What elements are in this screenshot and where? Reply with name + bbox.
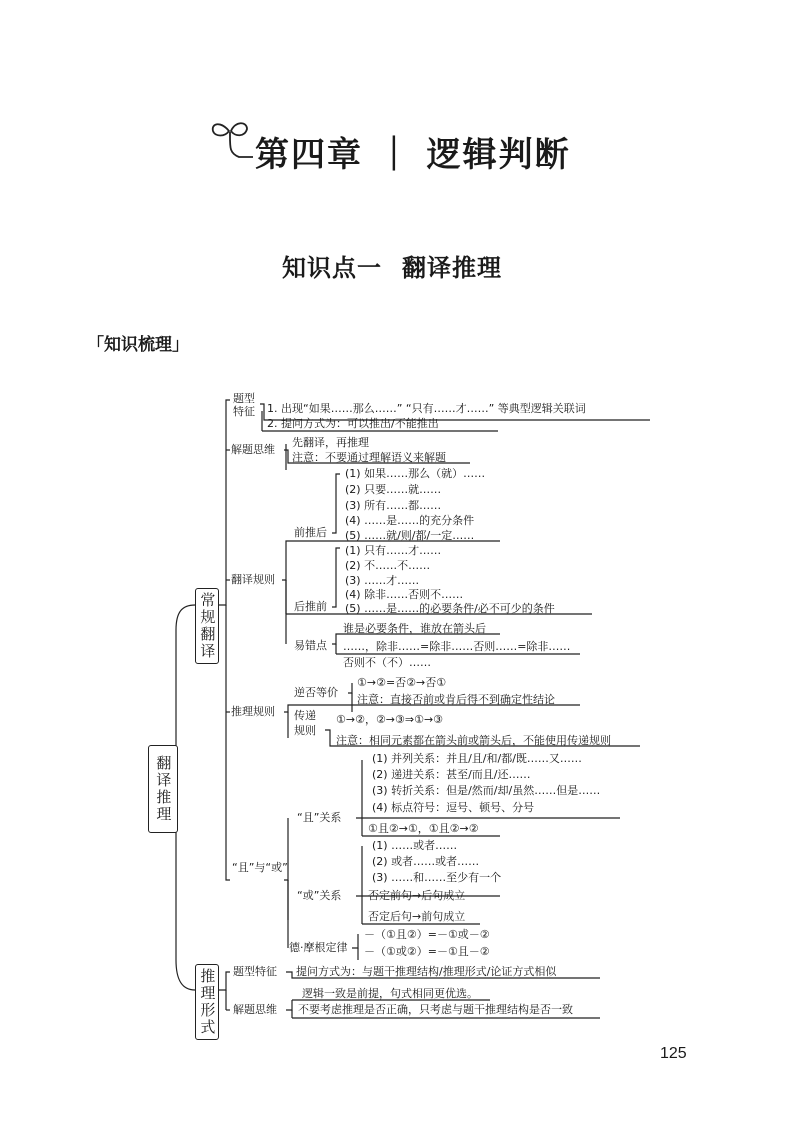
thinking-item-2: 注意：不要通过理解语义来解题: [292, 451, 446, 464]
or-item-3: (3) ……和……至少有一个: [372, 871, 502, 884]
htq-item-1: (1) 只有……才……: [345, 544, 442, 557]
thinking-b-item-2: 不要考虑推理是否正确，只考虑与题干推理结构是否一致: [298, 1003, 573, 1016]
node-question-features-b: 题型特征: [233, 965, 277, 978]
qth-item-4: (4) ……是……的充分条件: [345, 514, 475, 527]
node-inference-rules: 推理规则: [231, 705, 275, 718]
node-solving-thinking-b: 解题思维: [233, 1003, 277, 1016]
transitive-note: 注意：相同元素都在箭头前或箭头后，不能使用传递规则: [336, 734, 611, 747]
node-translation-rules: 翻译规则: [231, 573, 275, 586]
error-item-3: 否则不（不）……: [343, 656, 431, 669]
node-or-relation: “或”关系: [297, 889, 342, 902]
or-item-1: (1) ……或者……: [372, 839, 458, 852]
de-morgan-1: －（①且②）=－①或－②: [364, 928, 490, 941]
node-transitive-rule: 传递规则: [294, 709, 316, 738]
and-item-2: (2) 递进关系：甚至/而且/还……: [372, 768, 531, 781]
features-b-text: 提问方式为：与题干推理结构/推理形式/论证方式相似: [296, 965, 557, 978]
node-contrapositive: 逆否等价: [294, 686, 338, 699]
thinking-b-item-1: 逻辑一致是前提，句式相同更优选。: [302, 987, 478, 1000]
htq-item-5: (5) ……是……的必要条件/必不可少的条件: [345, 602, 555, 615]
contrapositive-formula: ①→②=否②→否①: [357, 676, 447, 689]
node-and-or: “且”与“或”: [232, 861, 288, 874]
node-regular-translation: 常规翻译: [195, 588, 219, 664]
or-rule-1: 否定前句→后句成立: [368, 889, 466, 902]
qth-item-2: (2) 只要……就……: [345, 483, 442, 496]
qth-item-1: (1) 如果……那么（就）……: [345, 467, 486, 480]
node-de-morgan: 德·摩根定律: [289, 941, 348, 954]
knowledge-summary-tag: 「知识梳理」: [87, 335, 189, 355]
node-error-prone: 易错点: [294, 639, 327, 652]
feature-item-1: 1. 出现“如果……那么……” “只有……才……” 等典型逻辑关联词: [267, 402, 586, 415]
section-number: 知识点一: [282, 254, 382, 282]
section-topic: 翻译推理: [402, 254, 502, 282]
node-solving-thinking: 解题思维: [231, 443, 275, 456]
htq-item-4: (4) 除非……否则不……: [345, 588, 464, 601]
thinking-item-1: 先翻译，再推理: [292, 436, 369, 449]
error-item-2: ……，除非……=除非……否则……=除非……: [343, 640, 571, 653]
root-node-translation-reasoning: 翻译推理: [148, 745, 178, 833]
and-formula: ①且②→①，①且②→②: [368, 822, 479, 835]
node-and-relation: “且”关系: [297, 811, 342, 824]
and-item-4: (4) 标点符号：逗号、顿号、分号: [372, 801, 535, 814]
qth-item-5: (5) ……就/则/都/一定……: [345, 529, 475, 542]
htq-item-2: (2) 不……不……: [345, 559, 431, 572]
node-reasoning-form: 推理形式: [195, 964, 219, 1040]
qth-item-3: (3) 所有……都……: [345, 499, 442, 512]
or-rule-2: 否定后句→前句成立: [368, 910, 466, 923]
contrapositive-note: 注意：直接否前或肯后得不到确定性结论: [357, 693, 555, 706]
node-front-to-back: 前推后: [294, 526, 327, 539]
chapter-title: 第四章 ｜ 逻辑判断: [255, 135, 571, 175]
or-item-2: (2) 或者……或者……: [372, 855, 480, 868]
de-morgan-2: －（①或②）=－①且－②: [364, 945, 490, 958]
and-item-3: (3) 转折关系：但是/然而/却/虽然……但是……: [372, 784, 601, 797]
feature-item-2: 2. 提问方式为：可以推出/不能推出: [267, 417, 439, 430]
node-question-features: 题型特征: [233, 392, 255, 418]
error-item-1: 谁是必要条件，谁放在箭头后: [343, 622, 486, 635]
transitive-formula: ①→②，②→③⇒①→③: [336, 713, 444, 726]
page-number: 125: [660, 1045, 687, 1062]
node-back-to-front: 后推前: [294, 600, 327, 613]
and-item-1: (1) 并列关系：并且/且/和/都/既……又……: [372, 752, 582, 765]
htq-item-3: (3) ……才……: [345, 574, 420, 587]
